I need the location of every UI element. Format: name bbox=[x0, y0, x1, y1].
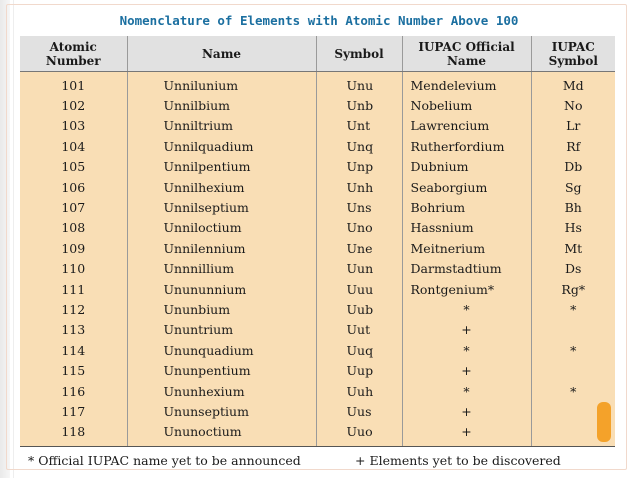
iupac-symbol-cell: Bh bbox=[531, 197, 615, 217]
header-symbol-label: Symbol bbox=[334, 46, 384, 61]
header-symbol bbox=[316, 36, 402, 72]
header-atomic-number bbox=[20, 36, 127, 72]
element-name-cell: Unnilquadium bbox=[127, 136, 316, 156]
atomic-number-cell: 107 bbox=[20, 197, 127, 217]
table-row bbox=[20, 259, 615, 279]
element-name-cell: Unnilennium bbox=[127, 238, 316, 258]
atomic-number-cell: 105 bbox=[20, 157, 127, 177]
iupac-name-cell: Nobelium bbox=[402, 95, 531, 115]
header-name bbox=[127, 36, 316, 72]
table-row bbox=[20, 136, 615, 156]
atomic-number-cell: 110 bbox=[20, 259, 127, 279]
table-row bbox=[20, 401, 615, 421]
table-row bbox=[20, 381, 615, 401]
header-name-label: Name bbox=[201, 46, 242, 61]
iupac-symbol-cell bbox=[531, 360, 615, 380]
element-name-cell: Unnilhexium bbox=[127, 177, 316, 197]
element-symbol-cell: Uun bbox=[316, 259, 402, 279]
table-row bbox=[20, 422, 615, 447]
iupac-name-cell: * bbox=[402, 381, 531, 401]
iupac-name-cell: * bbox=[402, 299, 531, 319]
atomic-number-cell: 109 bbox=[20, 238, 127, 258]
iupac-name-cell: * bbox=[402, 340, 531, 360]
element-symbol-cell: Une bbox=[316, 238, 402, 258]
element-name-cell: Ununhexium bbox=[127, 381, 316, 401]
table-title: Nomenclature of Elements with Atomic Number Above 100 bbox=[119, 13, 519, 28]
iupac-name-cell: Dubnium bbox=[402, 157, 531, 177]
element-name-cell: Unununnium bbox=[127, 279, 316, 299]
table-row bbox=[20, 238, 615, 258]
element-symbol-cell: Unt bbox=[316, 116, 402, 136]
iupac-name-cell: Meitnerium bbox=[402, 238, 531, 258]
header-iupac-symbol-label: IUPAC Symbol bbox=[548, 39, 598, 68]
element-symbol-cell: Uus bbox=[316, 401, 402, 421]
atomic-number-cell: 104 bbox=[20, 136, 127, 156]
element-name-cell: Ununpentium bbox=[127, 360, 316, 380]
table-row bbox=[20, 72, 615, 96]
table-row bbox=[20, 299, 615, 319]
iupac-name-cell: Darmstadtium bbox=[402, 259, 531, 279]
element-symbol-cell: Uuq bbox=[316, 340, 402, 360]
header-row bbox=[20, 36, 615, 72]
element-symbol-cell: Unh bbox=[316, 177, 402, 197]
iupac-symbol-cell: Rg* bbox=[531, 279, 615, 299]
iupac-symbol-cell: Rf bbox=[531, 136, 615, 156]
iupac-symbol-cell: * bbox=[531, 381, 615, 401]
atomic-number-cell: 112 bbox=[20, 299, 127, 319]
iupac-name-cell: Seaborgium bbox=[402, 177, 531, 197]
iupac-name-cell: Hassnium bbox=[402, 218, 531, 238]
element-symbol-cell: Uuo bbox=[316, 422, 402, 447]
element-name-cell: Unnilseptium bbox=[127, 197, 316, 217]
iupac-symbol-cell: * bbox=[531, 340, 615, 360]
atomic-number-cell: 102 bbox=[20, 95, 127, 115]
element-name-cell: Unnnillium bbox=[127, 259, 316, 279]
iupac-symbol-cell: Hs bbox=[531, 218, 615, 238]
table-row bbox=[20, 279, 615, 299]
element-symbol-cell: Unu bbox=[316, 72, 402, 96]
element-name-cell: Ununseptium bbox=[127, 401, 316, 421]
iupac-symbol-cell: Lr bbox=[531, 116, 615, 136]
element-name-cell: Unnilpentium bbox=[127, 157, 316, 177]
iupac-symbol-cell: Sg bbox=[531, 177, 615, 197]
footnote-bar bbox=[20, 446, 615, 471]
atomic-number-cell: 108 bbox=[20, 218, 127, 238]
table-row bbox=[20, 177, 615, 197]
atomic-number-cell: 114 bbox=[20, 340, 127, 360]
element-name-cell: Unniltrium bbox=[127, 116, 316, 136]
element-name-cell: Unnilbium bbox=[127, 95, 316, 115]
iupac-symbol-cell: No bbox=[531, 95, 615, 115]
iupac-name-cell: + bbox=[402, 360, 531, 380]
header-atomic-number-label: Atomic Number bbox=[45, 39, 101, 68]
element-name-cell: Unniloctium bbox=[127, 218, 316, 238]
element-name-cell: Unnilunium bbox=[127, 72, 316, 96]
element-symbol-cell: Uns bbox=[316, 197, 402, 217]
atomic-number-cell: 113 bbox=[20, 320, 127, 340]
element-name-cell: Ununquadium bbox=[127, 340, 316, 360]
iupac-name-cell: Lawrencium bbox=[402, 116, 531, 136]
element-symbol-cell: Unb bbox=[316, 95, 402, 115]
iupac-symbol-cell: Md bbox=[531, 72, 615, 96]
iupac-name-cell: Bohrium bbox=[402, 197, 531, 217]
table-row bbox=[20, 218, 615, 238]
element-symbol-cell: Unp bbox=[316, 157, 402, 177]
atomic-number-cell: 118 bbox=[20, 422, 127, 447]
decorative-orange-tab bbox=[597, 402, 611, 442]
iupac-symbol-cell: * bbox=[531, 299, 615, 319]
atomic-number-cell: 115 bbox=[20, 360, 127, 380]
iupac-symbol-cell: Db bbox=[531, 157, 615, 177]
element-symbol-cell: Uno bbox=[316, 218, 402, 238]
footnote-undiscovered: + Elements yet to be discovered bbox=[355, 453, 561, 468]
element-symbol-cell: Unq bbox=[316, 136, 402, 156]
element-name-cell: Ununtrium bbox=[127, 320, 316, 340]
table-row bbox=[20, 360, 615, 380]
atomic-number-cell: 111 bbox=[20, 279, 127, 299]
elements-table bbox=[20, 36, 615, 447]
atomic-number-cell: 106 bbox=[20, 177, 127, 197]
header-iupac-name-label: IUPAC Official Name bbox=[418, 39, 515, 68]
atomic-number-cell: 103 bbox=[20, 116, 127, 136]
table-row bbox=[20, 116, 615, 136]
table-row bbox=[20, 340, 615, 360]
iupac-symbol-cell: Ds bbox=[531, 259, 615, 279]
iupac-name-cell: Rutherfordium bbox=[402, 136, 531, 156]
atomic-number-cell: 116 bbox=[20, 381, 127, 401]
element-symbol-cell: Uuu bbox=[316, 279, 402, 299]
iupac-name-cell: Rontgenium* bbox=[402, 279, 531, 299]
iupac-name-cell: Mendelevium bbox=[402, 72, 531, 96]
iupac-name-cell: + bbox=[402, 422, 531, 447]
header-iupac-symbol bbox=[531, 36, 615, 72]
iupac-name-cell: + bbox=[402, 401, 531, 421]
table-row bbox=[20, 157, 615, 177]
atomic-number-cell: 101 bbox=[20, 72, 127, 96]
table-row bbox=[20, 320, 615, 340]
table-row bbox=[20, 197, 615, 217]
iupac-name-cell: + bbox=[402, 320, 531, 340]
element-symbol-cell: Uub bbox=[316, 299, 402, 319]
element-symbol-cell: Uut bbox=[316, 320, 402, 340]
atomic-number-cell: 117 bbox=[20, 401, 127, 421]
element-name-cell: Ununoctium bbox=[127, 422, 316, 447]
header-iupac-name bbox=[402, 36, 531, 72]
element-symbol-cell: Uuh bbox=[316, 381, 402, 401]
iupac-symbol-cell bbox=[531, 320, 615, 340]
element-name-cell: Ununbium bbox=[127, 299, 316, 319]
footnote-unannounced: * Official IUPAC name yet to be announced bbox=[28, 453, 301, 468]
table-row bbox=[20, 95, 615, 115]
iupac-symbol-cell: Mt bbox=[531, 238, 615, 258]
element-symbol-cell: Uup bbox=[316, 360, 402, 380]
